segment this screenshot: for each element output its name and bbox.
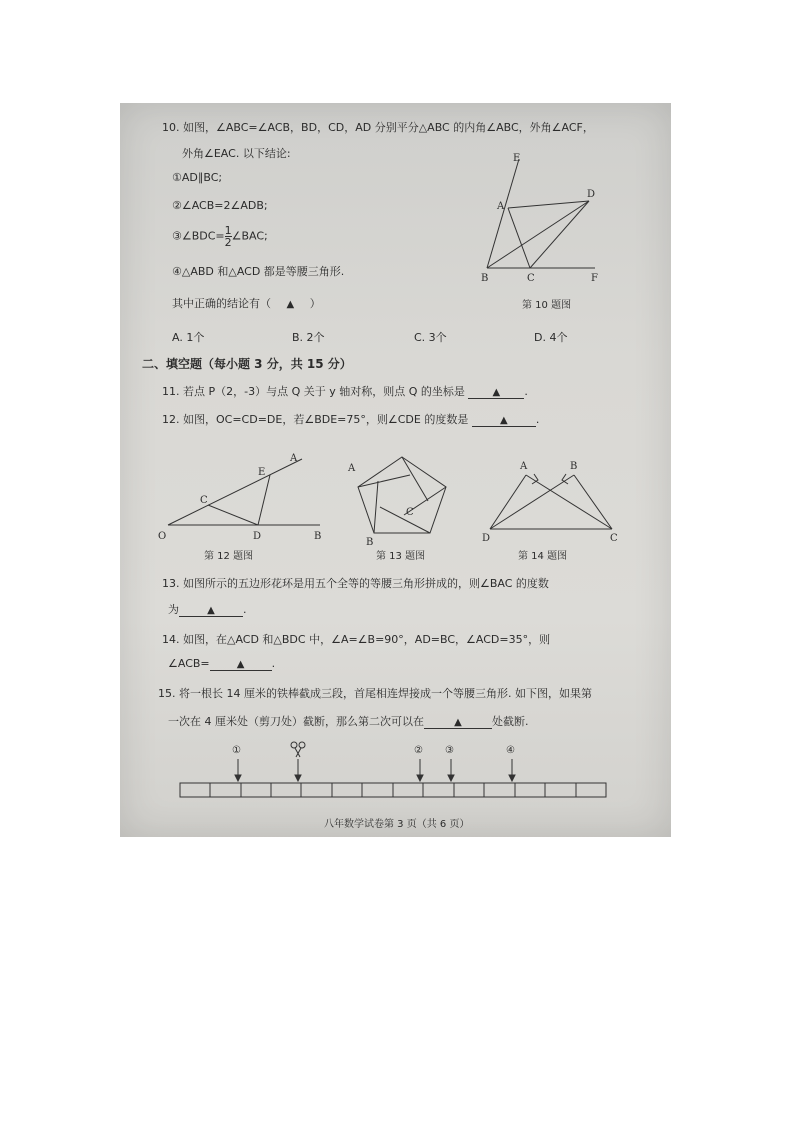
fig14-label-b: B [570,461,578,472]
q10-option-c: C. 3个 [414,331,447,344]
q10-option-b: B. 2个 [292,331,325,344]
fig13-caption: 第 13 题图 [376,551,426,562]
fig10-label-e: E [513,153,521,164]
half-fraction: $\frac{1}{2}$ [224,224,232,249]
q10-stem-line1: 10. 如图，∠ABC=∠ACB，BD，CD，AD 分别平分△ABC 的内角∠ABC，外角∠ACF， [162,121,594,134]
fig12-label-d: D [253,531,262,542]
answer-blank-q12[interactable]: ▲ [472,415,536,427]
section-2-title: 二、填空题（每小题 3 分，共 15 分） [142,357,352,371]
fig10-label-d: D [587,189,596,200]
q10-option-a: A. 1个 [172,331,205,344]
q11: 11. 若点 P（2，-3）与点 Q 关于 y 轴对称，则点 Q 的坐标是 ▲ . [162,385,528,398]
fig12-label-c: C [200,495,208,506]
q15-line1: 15. 将一根长 14 厘米的铁棒截成三段，首尾相连焊接成一个等腰三角形. 如下图，如果第 [158,687,592,700]
q10-stem-line2: 外角∠EAC. 以下结论: [182,147,291,160]
fig12-caption: 第 12 题图 [204,551,254,562]
q14-line1: 14. 如图，在△ACD 和△BDC 中，∠A=∠B=90°，AD=BC，∠ACD=35°，则 [162,633,551,646]
q13-line2: 为 ▲ . [168,603,247,616]
q13-line1: 13. 如图所示的五边形花环是用五个全等的等腰三角形拼成的，则∠BAC 的度数 [162,577,549,590]
page-footer: 八年数学试卷第 3 页（共 6 页） [324,819,470,830]
fig12-label-e: E [258,467,266,478]
q10-question: 其中正确的结论有（ ▲ ） [172,297,321,310]
q10-item-1: ①AD∥BC; [172,171,223,184]
rod-diagram [176,737,610,801]
q14-line2: ∠ACB= ▲ . [168,657,276,670]
exam-page [120,103,671,837]
q10-option-d: D. 4个 [534,331,568,344]
fig14-caption: 第 14 题图 [518,551,568,562]
answer-blank-q10[interactable]: ▲ [286,299,295,310]
figure-12 [154,447,334,547]
fig12-label-b: B [314,531,322,542]
scissors-icon [291,742,305,757]
marker-4: ④ [506,745,515,756]
fig12-label-o: O [158,531,167,542]
q10-item-4: ④△ABD 和△ACD 都是等腰三角形. [172,265,345,278]
q15-line2: 一次在 4 厘米处（剪刀处）截断，那么第二次可以在 ▲ 处截断. [168,715,529,728]
marker-2: ② [414,745,423,756]
answer-blank-q11[interactable]: ▲ [468,387,524,399]
figure-14 [478,453,628,545]
fig12-label-a: A [290,453,298,464]
answer-blank-q13[interactable]: ▲ [179,605,243,617]
marker-1: ① [232,745,241,756]
fig10-caption: 第 10 题图 [522,300,572,311]
q12: 12. 如图，OC=CD=DE，若∠BDE=75°，则∠CDE 的度数是 ▲ . [162,413,540,426]
rod-segments [180,783,606,797]
fig14-label-d: D [482,533,491,544]
q10-item-3: ③∠BDC= $\frac{1}{2}$ ∠BAC; [172,224,268,249]
fig10-label-a: A [497,201,505,212]
fig13-label-c: C [406,507,414,518]
figure-10 [475,151,615,291]
fig10-label-c: C [527,273,535,284]
fig14-label-a: A [520,461,528,472]
fig10-label-b: B [481,273,489,284]
fig13-label-b: B [366,537,374,547]
figure-13 [342,451,462,547]
q10-item-2: ②∠ACB=2∠ADB; [172,199,268,212]
answer-blank-q15[interactable]: ▲ [424,717,492,729]
fig14-label-c: C [610,533,618,544]
answer-blank-q14[interactable]: ▲ [210,659,272,671]
fig10-label-f: F [591,273,598,284]
fig13-label-a: A [348,463,356,474]
marker-3: ③ [445,745,454,756]
